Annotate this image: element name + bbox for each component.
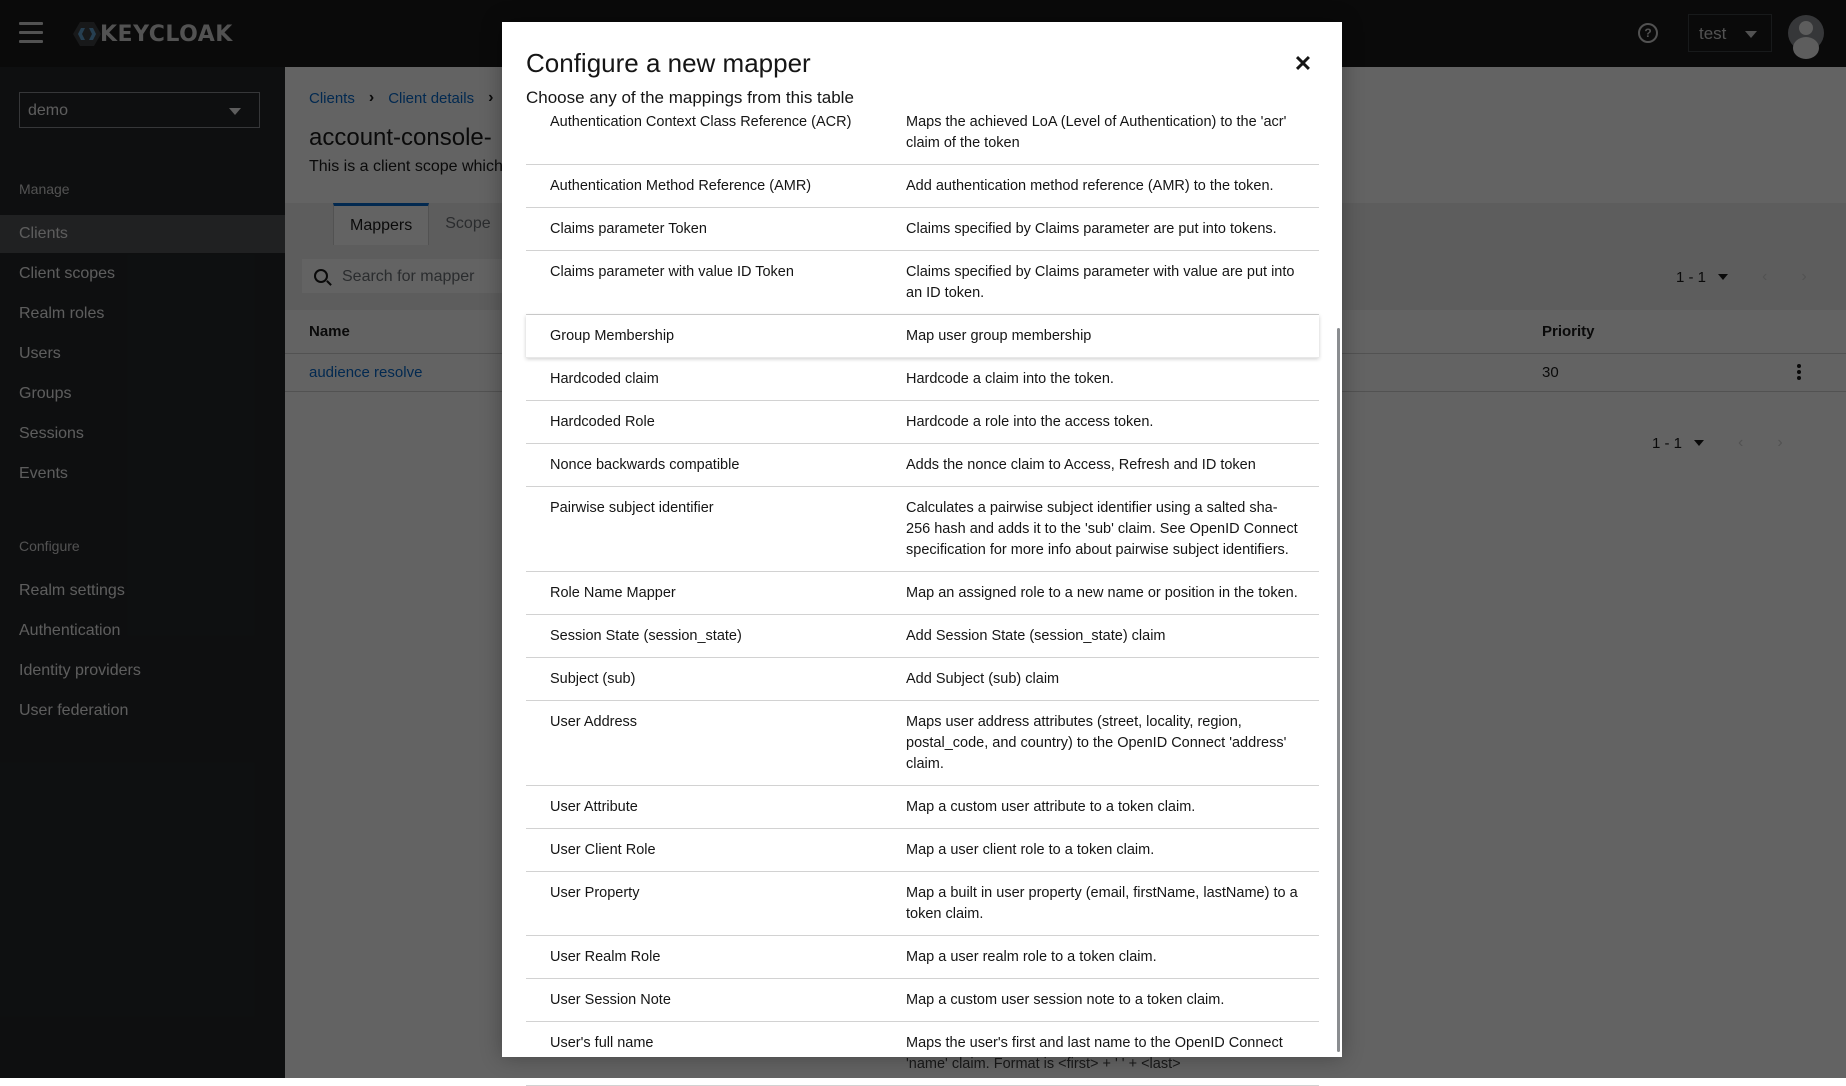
mapper-row[interactable] bbox=[526, 572, 1319, 615]
mapper-description: Add authentication method reference (AMR) to the token. bbox=[906, 178, 1274, 194]
mapper-description: Map a built in user property (email, firstName, lastName) to a token claim. bbox=[906, 885, 1298, 922]
mapper-description: Calculates a pairwise subject identifier using a salted sha-256 hash and adds it to the 'sub' claim. See OpenID Connect specification for more info about pairwise subject identifiers. bbox=[906, 500, 1298, 558]
mapper-row[interactable] bbox=[526, 251, 1319, 315]
mapper-row[interactable] bbox=[526, 979, 1319, 1022]
mapper-name: Session State (session_state) bbox=[550, 628, 742, 644]
mapper-row[interactable] bbox=[526, 786, 1319, 829]
mapper-row[interactable] bbox=[526, 112, 1319, 165]
modal-description: Choose any of the mappings from this table bbox=[526, 88, 854, 107]
mapper-name: User Attribute bbox=[550, 799, 638, 815]
mapper-list bbox=[526, 112, 1319, 1086]
mapper-description: Hardcode a claim into the token. bbox=[906, 371, 1114, 387]
mapper-name: Authentication Context Class Reference (ACR) bbox=[550, 114, 852, 130]
scrollbar[interactable] bbox=[1337, 328, 1340, 1052]
mapper-name: Claims parameter with value ID Token bbox=[550, 264, 794, 280]
mapper-description: Map user group membership bbox=[906, 328, 1092, 344]
mapper-name: Role Name Mapper bbox=[550, 585, 676, 601]
mapper-row[interactable] bbox=[526, 1022, 1319, 1086]
mapper-name: Hardcoded claim bbox=[550, 371, 659, 387]
mapper-row[interactable] bbox=[526, 936, 1319, 979]
mapper-name: Nonce backwards compatible bbox=[550, 457, 740, 473]
mapper-description: Maps user address attributes (street, locality, region, postal_code, and country) to the OpenID Connect 'address' claim. bbox=[906, 714, 1287, 772]
mapper-name: Subject (sub) bbox=[550, 671, 636, 687]
mapper-description: Claims specified by Claims parameter with value are put into an ID token. bbox=[906, 264, 1295, 301]
mapper-row[interactable] bbox=[526, 444, 1319, 487]
mapper-description: Claims specified by Claims parameter are put into tokens. bbox=[906, 221, 1277, 237]
mapper-row[interactable] bbox=[526, 401, 1319, 444]
mapper-description: Map a user realm role to a token claim. bbox=[906, 949, 1157, 965]
mapper-name: User Address bbox=[550, 714, 638, 730]
mapper-description: Hardcode a role into the access token. bbox=[906, 414, 1154, 430]
mapper-name: User's full name bbox=[550, 1035, 654, 1051]
mapper-name: Authentication Method Reference (AMR) bbox=[550, 178, 812, 194]
mapper-row[interactable] bbox=[526, 358, 1319, 401]
mapper-description: Map a user client role to a token claim. bbox=[906, 842, 1155, 858]
mapper-name: Group Membership bbox=[550, 328, 675, 344]
mapper-description: Maps the user's first and last name to the OpenID Connect 'name' claim. Format is <first> + ' ' + <last> bbox=[906, 1035, 1283, 1072]
mapper-description: Add Session State (session_state) claim bbox=[906, 628, 1166, 644]
mapper-name: Pairwise subject identifier bbox=[550, 500, 714, 516]
mapper-row[interactable] bbox=[526, 615, 1319, 658]
mapper-row[interactable] bbox=[526, 872, 1319, 936]
modal-title: Configure a new mapper bbox=[526, 48, 811, 78]
mapper-row[interactable] bbox=[526, 315, 1319, 358]
mapper-name: User Realm Role bbox=[550, 949, 661, 965]
mapper-description: Map a custom user session note to a token claim. bbox=[906, 992, 1225, 1008]
mapper-row[interactable] bbox=[526, 829, 1319, 872]
close-icon[interactable]: ✕ bbox=[1293, 51, 1313, 76]
mapper-description: Maps the achieved LoA (Level of Authentication) to the 'acr' claim of the token bbox=[906, 114, 1287, 151]
mapper-description: Map an assigned role to a new name or position in the token. bbox=[906, 585, 1298, 601]
mapper-row[interactable] bbox=[526, 487, 1319, 572]
mapper-name: User Session Note bbox=[550, 992, 671, 1008]
mapper-description: Adds the nonce claim to Access, Refresh and ID token bbox=[906, 457, 1256, 473]
mapper-name: User Property bbox=[550, 885, 640, 901]
mapper-name: User Client Role bbox=[550, 842, 656, 858]
mapper-row[interactable] bbox=[526, 701, 1319, 786]
mapper-name: Hardcoded Role bbox=[550, 414, 655, 430]
mapper-description: Add Subject (sub) claim bbox=[906, 671, 1060, 687]
mapper-row[interactable] bbox=[526, 208, 1319, 251]
add-mapper-modal bbox=[502, 22, 1342, 1072]
mapper-description: Map a custom user attribute to a token claim. bbox=[906, 799, 1196, 815]
mapper-row[interactable] bbox=[526, 165, 1319, 208]
mapper-row[interactable] bbox=[526, 658, 1319, 701]
mapper-name: Claims parameter Token bbox=[550, 221, 707, 237]
